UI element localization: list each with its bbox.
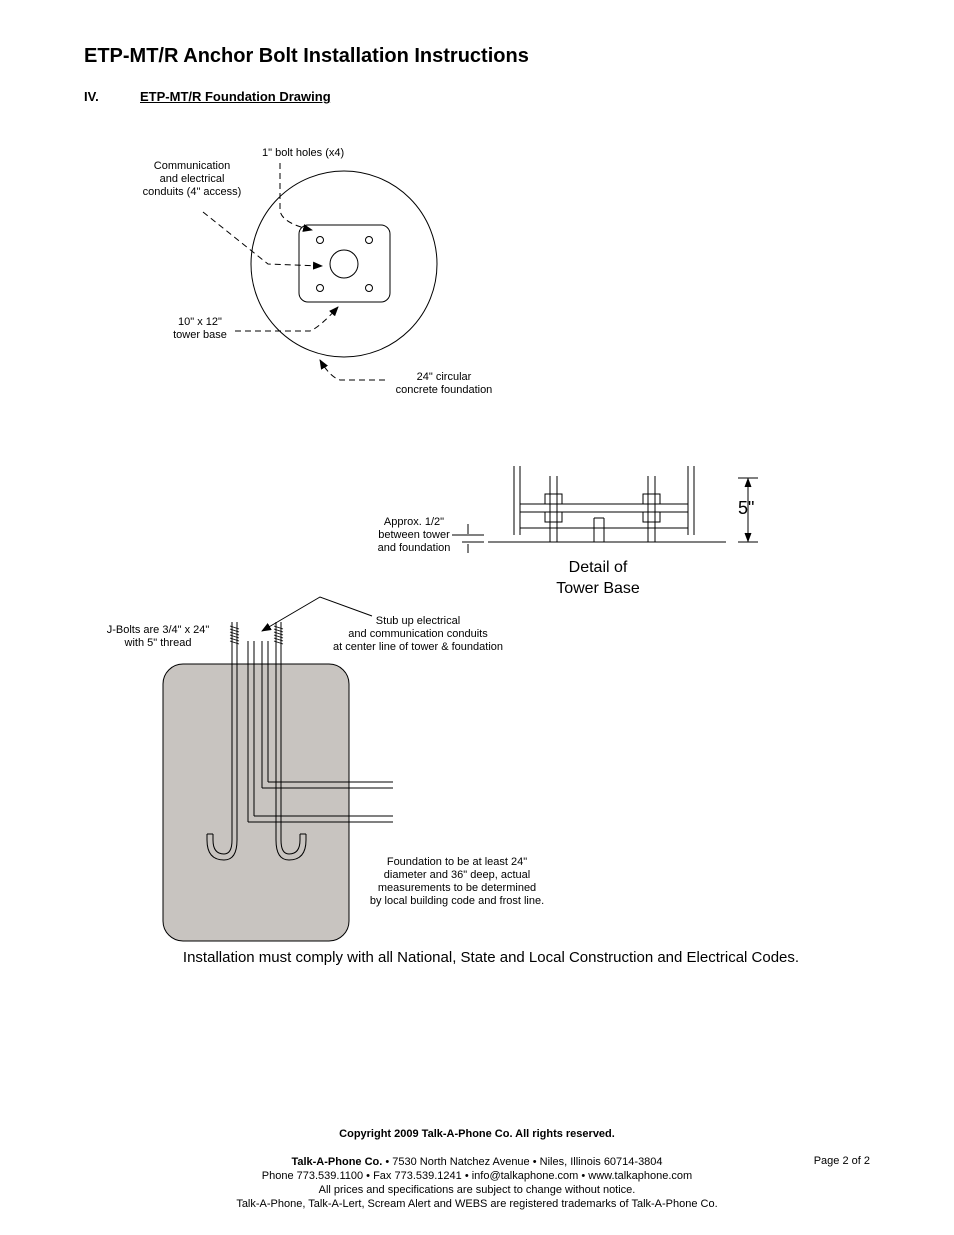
footer-contact-line: Phone 773.539.1100 • Fax 773.539.1241 • info@talkaphone.com • www.talkaphone.com — [261, 1170, 693, 1182]
page-number: Page 2 of 2 — [813, 1155, 870, 1167]
bolt-holes-leader — [280, 163, 312, 230]
center-conduit-hole — [330, 250, 358, 278]
base-plate — [520, 504, 688, 512]
page-title: ETP-MT/R Anchor Bolt Installation Instructions — [84, 45, 529, 67]
detail-caption: Detail of Tower Base — [556, 559, 640, 597]
tower-base-leader — [235, 307, 338, 331]
compliance-notice: Installation must comply with all National, State and Local Construction and Electrical Codes. — [182, 949, 800, 966]
section-number: IV. — [84, 89, 99, 104]
bolt-hole — [317, 237, 324, 244]
tower-base-detail — [452, 466, 758, 553]
bolt-nut — [545, 494, 562, 504]
label-bolt-holes: 1" bolt holes (x4) — [262, 147, 345, 159]
bolt-nut — [643, 494, 660, 504]
concrete-foundation-section — [163, 664, 349, 941]
label-stubup: Stub up electrical and communication conduits at center line of tower & foundation — [333, 615, 503, 653]
label-tower-base: 10" x 12" tower base — [173, 316, 227, 341]
bolt-thread — [230, 626, 283, 644]
tower-base-plate — [299, 225, 390, 302]
foundation-leader — [320, 360, 385, 380]
bolt-hole — [317, 285, 324, 292]
label-foundation-depth: Foundation to be at least 24" diameter and 36" deep, actual measurements to be determined by local building code and frost line. — [369, 856, 545, 907]
bolt-hole — [366, 237, 373, 244]
label-height: 5" — [738, 498, 755, 518]
label-circular-foundation: 24" circular concrete foundation — [395, 371, 493, 396]
label-jbolts: J-Bolts are 3/4" x 24" with 5" thread — [106, 624, 210, 649]
bolt-nut — [643, 512, 660, 522]
footer-contact — [0, 1155, 954, 1211]
footer-address-line: Talk-A-Phone Co. • 7530 North Natchez Avenue • Niles, Illinois 60714-3804 — [291, 1156, 663, 1168]
copyright: Copyright 2009 Talk-A-Phone Co. All rights reserved. — [339, 1128, 615, 1140]
label-gap: Approx. 1/2" between tower and foundation — [377, 516, 451, 554]
section-title: ETP-MT/R Foundation Drawing — [140, 89, 331, 104]
bolt-nut — [545, 512, 562, 522]
label-conduits: Communication and electrical conduits (4" access) — [142, 160, 242, 198]
footer-trademarks-line: Talk-A-Phone, Talk-A-Lert, Scream Alert and WEBS are registered trademarks of Talk-A-Phone Co. — [236, 1198, 718, 1210]
bolt-hole — [366, 285, 373, 292]
footer-prices-line: All prices and specifications are subject to change without notice. — [318, 1184, 636, 1196]
